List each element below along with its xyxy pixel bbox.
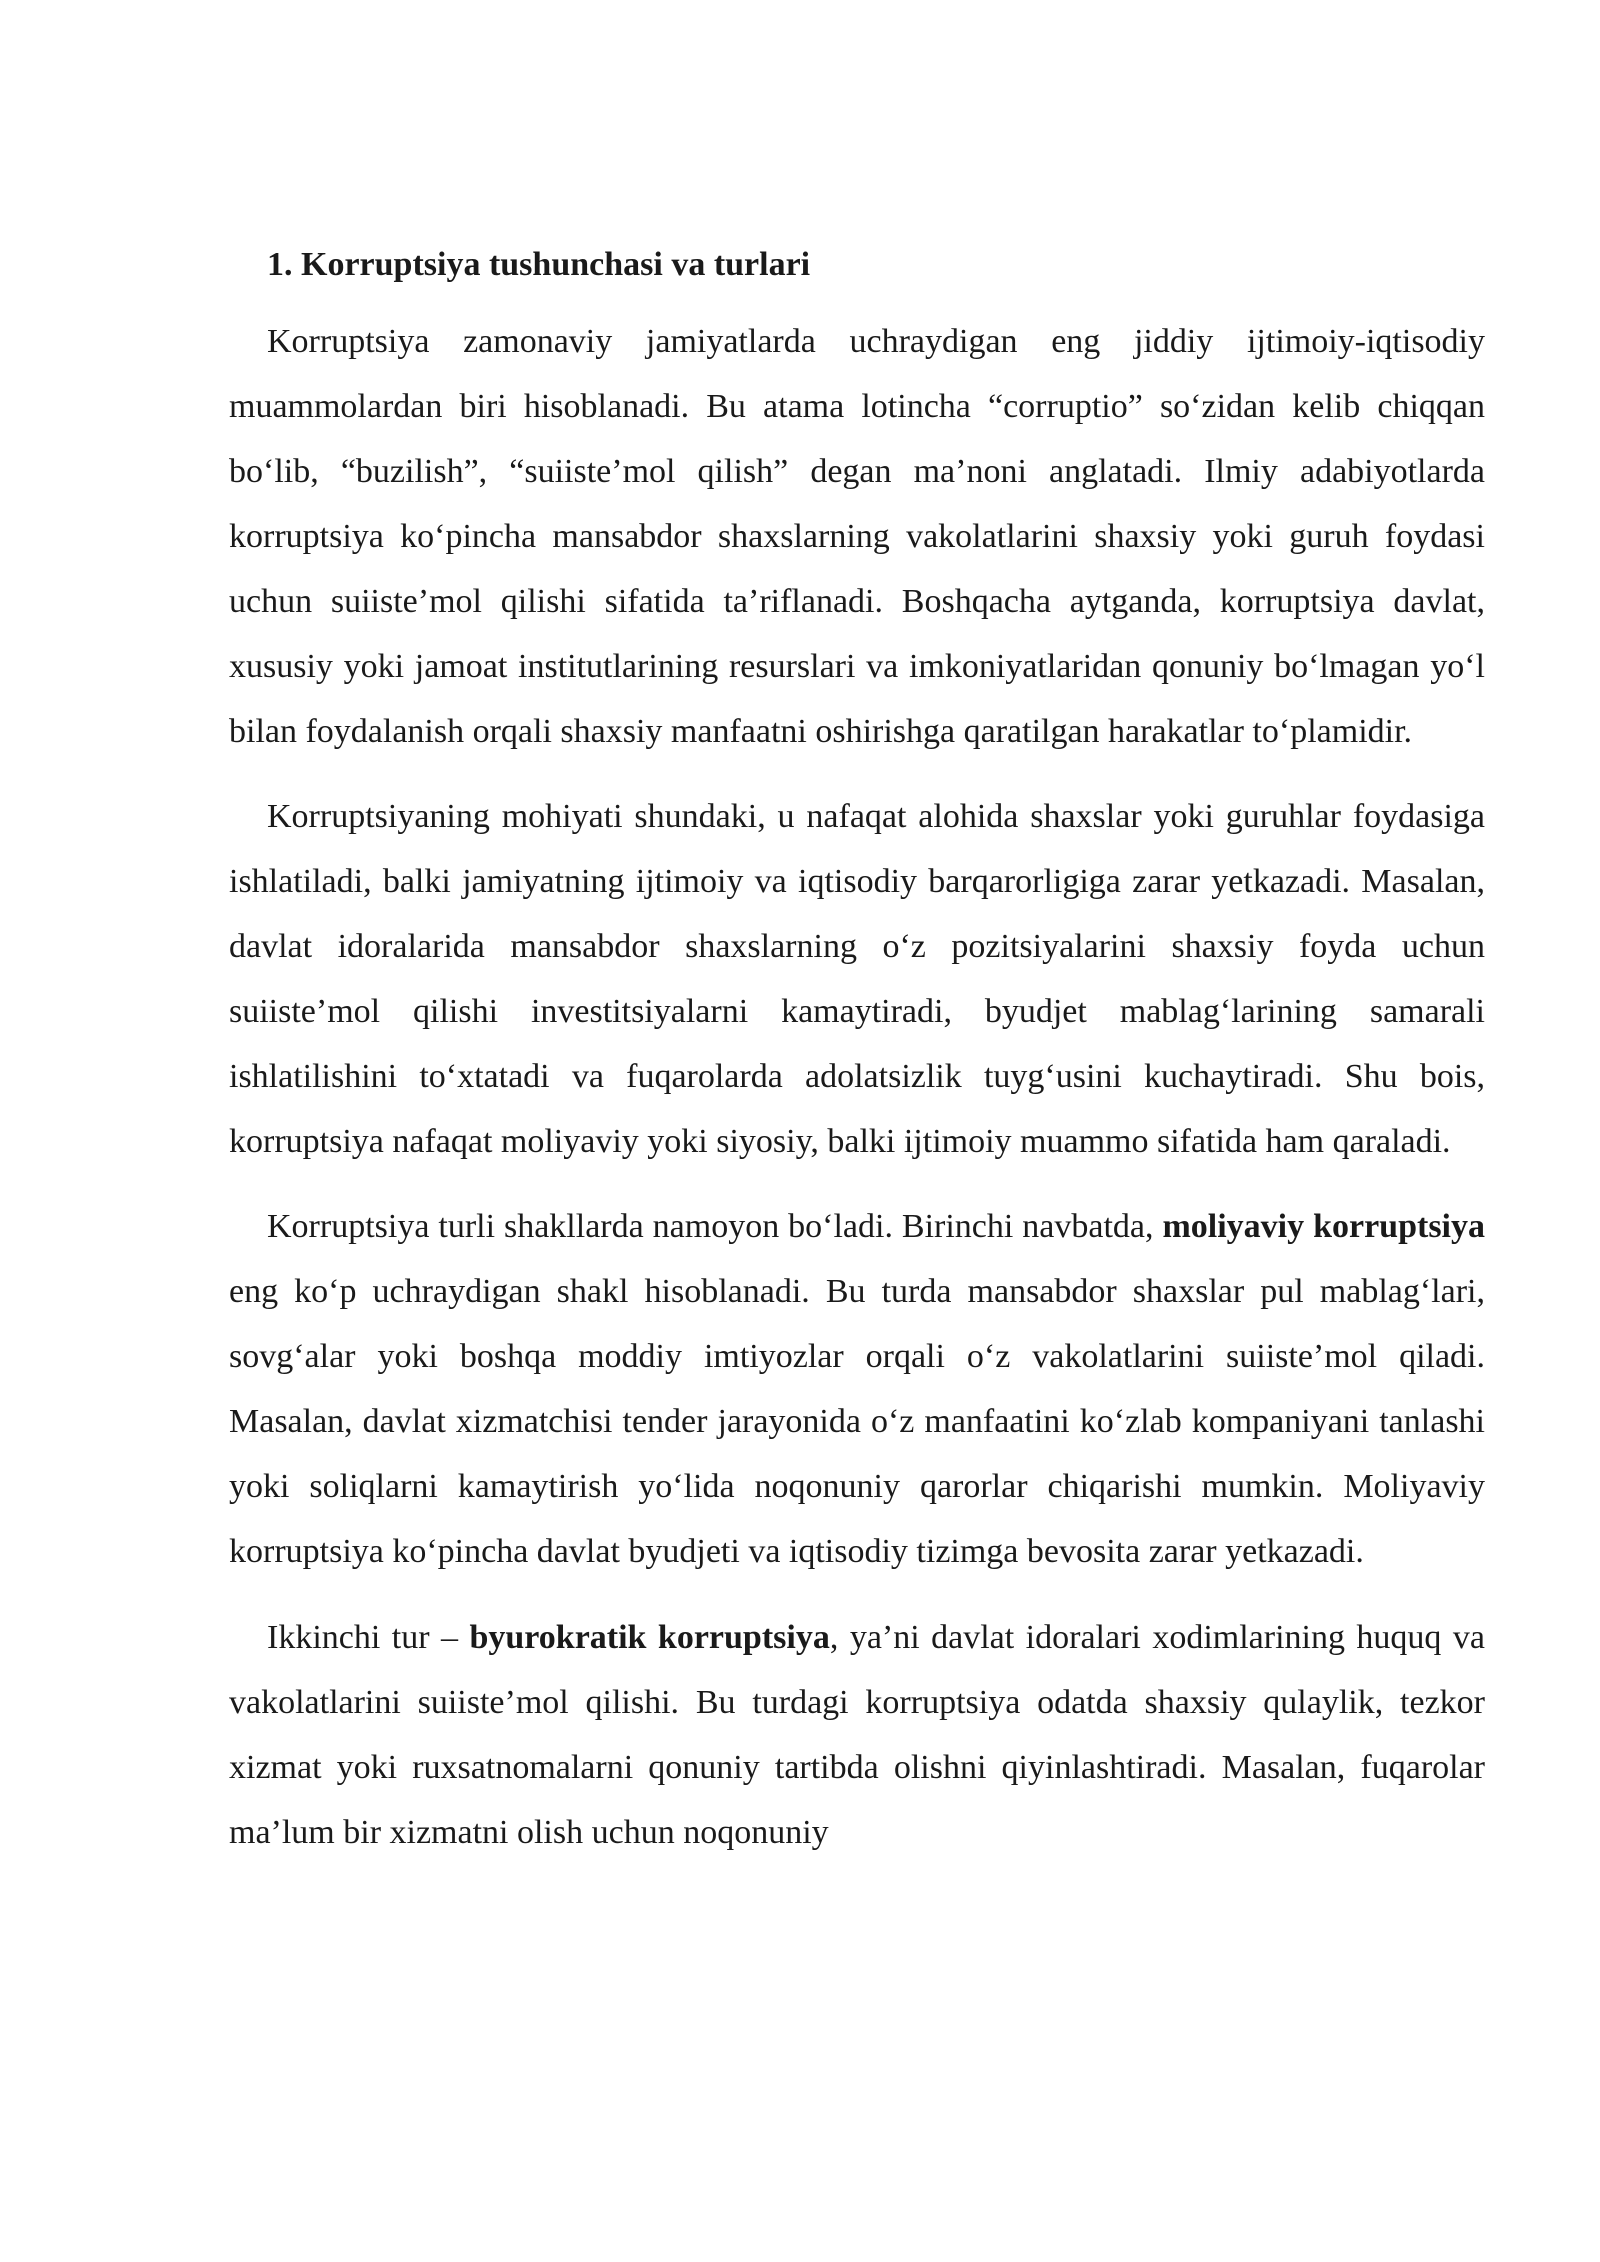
paragraph-text: , ya’ni davlat idoralari xodimlarining huquq va vakolatlarini suiiste’mol qilishi. Bu turdagi korruptsiya odatda shaxsiy qulaylik, tezkor xizmat yoki ruxsatnomalarni qonuniy tartibda olishni qiyinlashtiradi. Masalan, fuqarolar ma’lum bir xizmatni olish uchun noqonuniy (229, 1619, 1485, 1851)
paragraph-text: Korruptsiya turli shakllarda namoyon bo‘ladi. Birinchi navbatda, (267, 1208, 1163, 1245)
document-body (229, 232, 1485, 1865)
paragraph-definition: Korruptsiya zamonaviy jamiyatlarda uchraydigan eng jiddiy ijtimoiy-iqtisodiy muammolardan biri hisoblanadi. Bu atama lotincha “corruptio” so‘zidan kelib chiqqan bo‘lib, “buzilish”, “suiiste’mol qilish” degan ma’noni anglatadi. Ilmiy adabiyotlarda korruptsiya ko‘pincha mansabdor shaxslarning vakolatlarini shaxsiy yoki guruh foydasi uchun suiiste’mol qilishi sifatida ta’riflanadi. Boshqacha aytganda, korruptsiya davlat, xususiy yoki jamoat institutlarining resurslari va imkoniyatlaridan qonuniy bo‘lmagan yo‘l bilan foydalanish orqali shaxsiy manfaatni oshirishga qaratilgan harakatlar to‘plamidir. (229, 323, 1485, 750)
paragraph-essence: Korruptsiyaning mohiyati shundaki, u nafaqat alohida shaxslar yoki guruhlar foydasiga ishlatiladi, balki jamiyatning ijtimoiy va iqtisodiy barqarorligiga zarar yetkazadi. Masalan, davlat idoralarida mansabdor shaxslarning o‘z pozitsiyalarini shaxsiy foyda uchun suiiste’mol qilishi investitsiyalarni kamaytiradi, byudjet mablag‘larining samarali ishlatilishini to‘xtatadi va fuqarolarda adolatsizlik tuyg‘usini kuchaytiradi. Shu bois, korruptsiya nafaqat moliyaviy yoki siyosiy, balki ijtimoiy muammo sifatida ham qaraladi. (229, 798, 1485, 1160)
paragraph-text: Ikkinchi tur – (267, 1619, 470, 1656)
section-heading: 1. Korruptsiya tushunchasi va turlari (267, 246, 811, 283)
bold-term-financial-corruption: moliyaviy korruptsiya (1162, 1208, 1485, 1245)
bold-term-bureaucratic-corruption: byurokratik korruptsiya (469, 1619, 830, 1656)
paragraph-bureaucratic-corruption (229, 1605, 1485, 1865)
paragraph-text: eng ko‘p uchraydigan shakl hisoblanadi. Bu turda mansabdor shaxslar pul mablag‘lari, sovg‘alar yoki boshqa moddiy imtiyozlar orqali o‘z vakolatlarini suiiste’mol qiladi. Masalan, davlat xizmatchisi tender jarayonida o‘z manfaatini ko‘zlab kompaniyani tanlashi yoki soliqlarni kamaytirish yo‘lida noqonuniy qarorlar chiqarishi mumkin. Moliyaviy korruptsiya ko‘pincha davlat byudjeti va iqtisodiy tizimga bevosita zarar yetkazadi. (229, 1273, 1485, 1570)
paragraph-financial-corruption (229, 1194, 1485, 1584)
